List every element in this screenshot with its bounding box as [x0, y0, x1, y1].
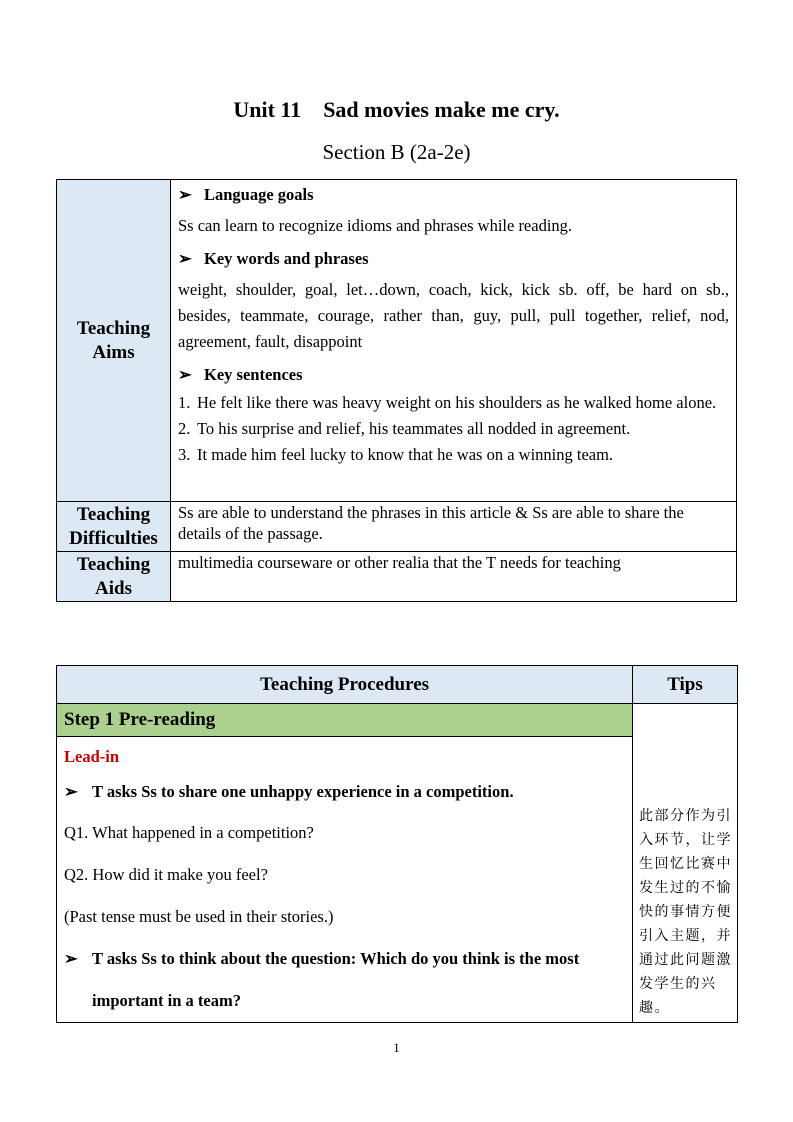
unit-label: Unit 11 [233, 97, 302, 122]
lesson-title: Sad movies make me cry. [323, 97, 560, 122]
arrow-bullet-icon: ➢ [64, 782, 78, 801]
teaching-difficulties-label: Teaching Difficulties [57, 502, 171, 552]
arrow-bullet-icon: ➢ [178, 249, 192, 268]
arrow-bullet-icon: ➢ [64, 949, 78, 968]
key-sentences-list [178, 390, 729, 468]
sentence-item: 1. He felt like there was heavy weight on his shoulders as he walked home alone. [178, 393, 717, 412]
tips-header: Tips [633, 666, 738, 704]
activity-bullet-1: ➢ T asks Ss to share one unhappy experience in a competition. [64, 780, 625, 804]
key-words-text: weight, shoulder, goal, let…down, coach, kick, kick sb. off, be hard on sb., besides, teammate, courage, rather than, guy, pull, pull together, relief, nod, agreement, fault, disappoint [178, 280, 729, 351]
sentence-item: 2. To his surprise and relief, his teammates all nodded in agreement. [178, 419, 631, 438]
key-words-heading: ➢ Key words and phrases [178, 247, 729, 271]
teaching-aids-content: multimedia courseware or other realia that the T needs for teaching [171, 552, 737, 602]
section-subtitle: Section B (2a-2e) [322, 140, 471, 164]
document-title [0, 97, 793, 123]
question-1: Q1. What happened in a competition? [64, 823, 314, 842]
tense-note: (Past tense must be used in their stories.) [64, 907, 334, 926]
language-goals-heading: ➢ Language goals [178, 183, 729, 207]
teaching-difficulties-content: Ss are able to understand the phrases in this article & Ss are able to share the details of the passage. [171, 502, 737, 552]
question-2: Q2. How did it make you feel? [64, 865, 268, 884]
page-number: 1 [393, 1040, 400, 1055]
key-sentences-heading: ➢ Key sentences [178, 363, 729, 387]
lead-in-heading: Lead-in [64, 747, 120, 766]
procedures-header: Teaching Procedures [57, 666, 633, 704]
teaching-aims-table [56, 179, 737, 602]
teaching-aids-label: Teaching Aids [57, 552, 171, 602]
teaching-aims-label: Teaching Aims [57, 180, 171, 502]
tips-content: 此部分作为引入环节，让学生回忆比赛中发生过的不愉快的事情方便引入主题，并通过此问题激发学生的兴趣。 [633, 704, 738, 1023]
activity-bullet-2: ➢ T asks Ss to think about the question: Which do you think is the most important in a team? [64, 938, 625, 1022]
arrow-bullet-icon: ➢ [178, 365, 192, 384]
arrow-bullet-icon: ➢ [178, 185, 192, 204]
teaching-procedures-table [56, 665, 738, 1023]
step-1-title: Step 1 Pre-reading [57, 704, 633, 737]
lead-in-content [57, 737, 633, 1023]
teaching-aims-content [171, 180, 737, 502]
sentence-item: 3. It made him feel lucky to know that he was on a winning team. [178, 445, 614, 464]
language-goals-text: Ss can learn to recognize idioms and phrases while reading. [178, 216, 573, 235]
